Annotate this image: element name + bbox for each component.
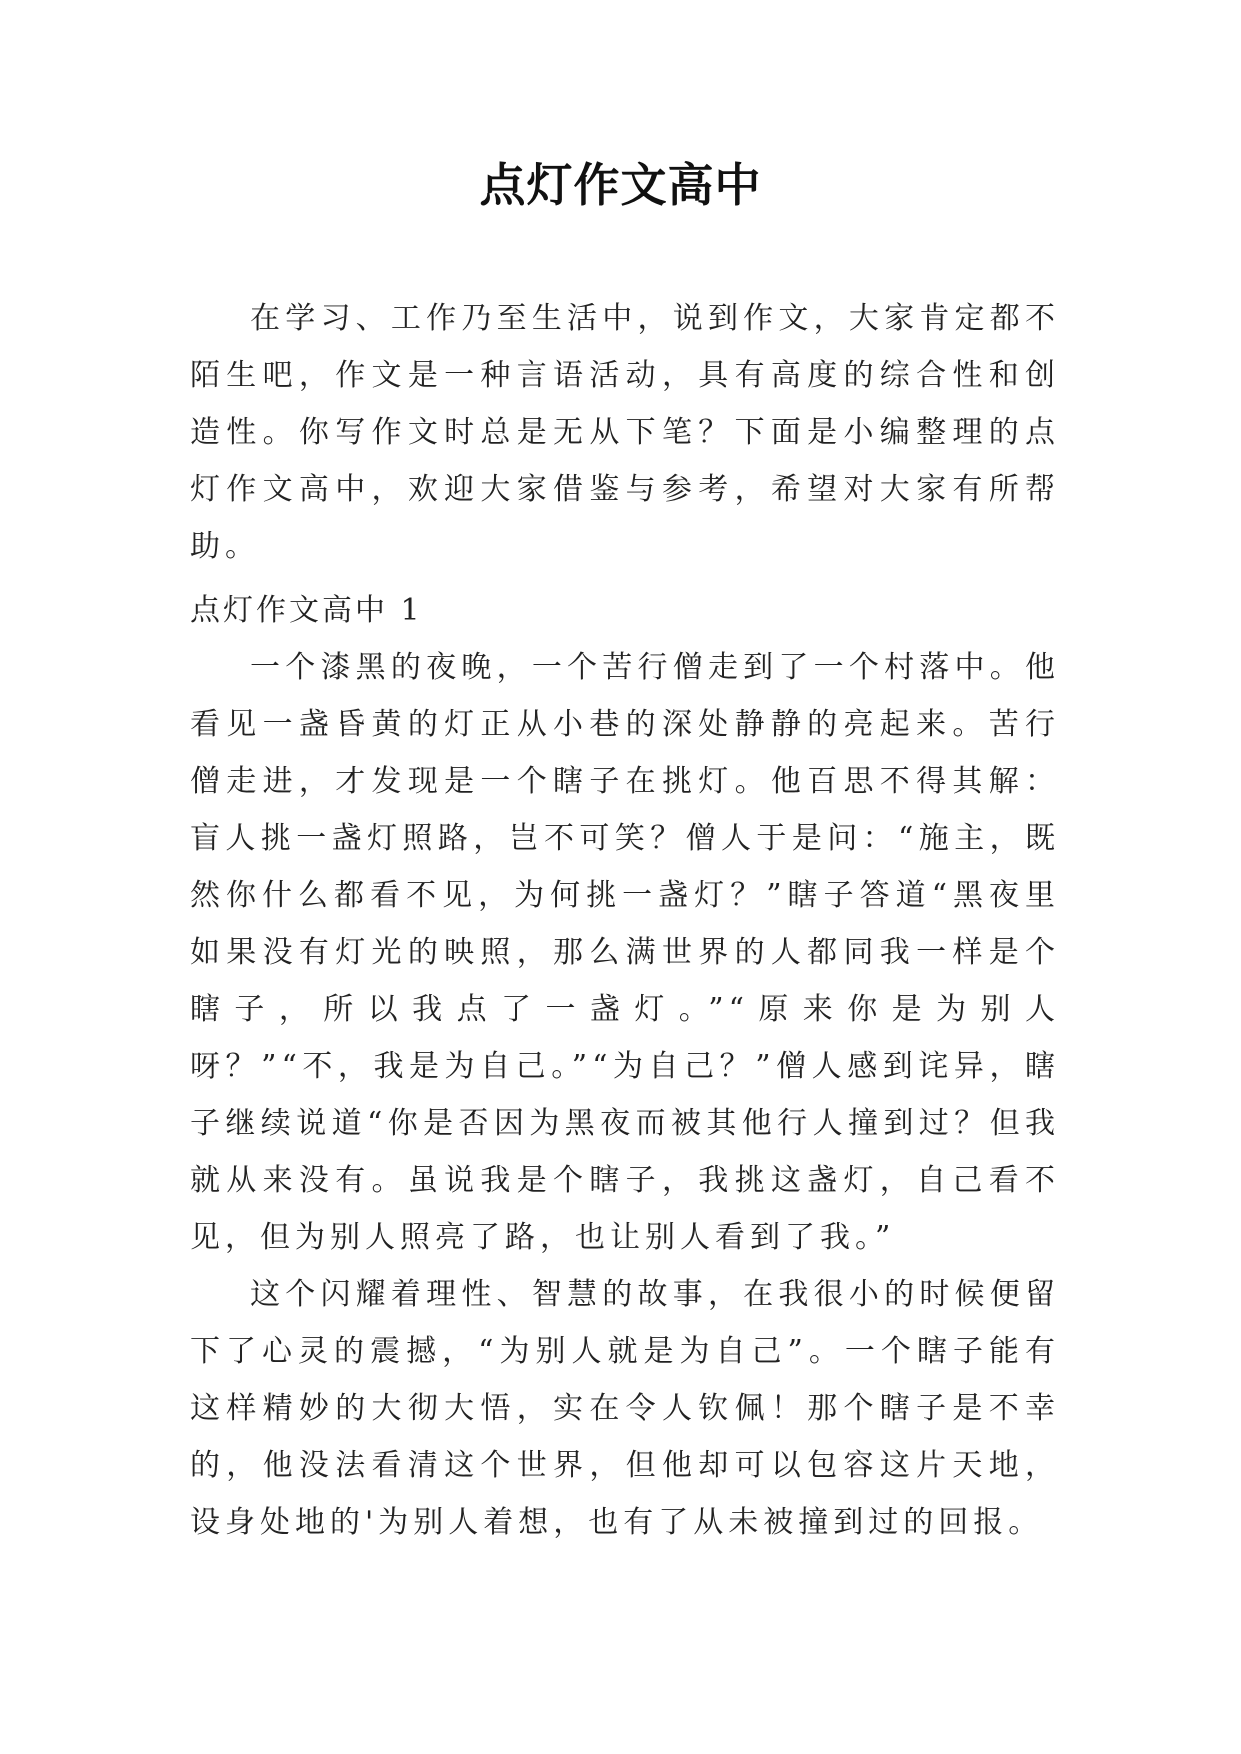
intro-paragraph: 在学习、工作乃至生活中，说到作文，大家肯定都不陌生吧，作文是一种言语活动，具有高度的综合性和创造性。你写作文时总是无从下笔？下面是小编整理的点灯作文高中，欢迎大家借鉴与参考，希望对大家有所帮助。 [190,301,1060,564]
section-1 [190,582,1060,1551]
body-paragraph: 这个闪耀着理性、智慧的故事，在我很小的时候便留下了心灵的震撼，“为别人就是为自己”。一个瞎子能有这样精妙的大彻大悟，实在令人钦佩！那个瞎子是不幸的，他没法看清这个世界，但他却可以包容这片天地，设身处地的'为别人着想，也有了从未被撞到过的回报。 [190,1277,1060,1540]
body-paragraph: 一个漆黑的夜晚，一个苦行僧走到了一个村落中。他看见一盏昏黄的灯正从小巷的深处静静的亮起来。苦行僧走进，才发现是一个瞎子在挑灯。他百思不得其解：盲人挑一盏灯照路，岂不可笑？僧人于是问：“施主，既然你什么都看不见，为何挑一盏灯？”瞎子答道“黑夜里如果没有灯光的映照，那么满世界的人都同我一样是个瞎子，所以我点了一盏灯。”“原来你是为别人呀？”“不，我是为自己。”“为自己？”僧人感到诧异，瞎子继续说道“你是否因为黑夜而被其他行人撞到过？但我就从来没有。虽说我是个瞎子，我挑这盏灯，自己看不见，但为别人照亮了路，也让别人看到了我。” [190,650,1060,1255]
section-heading: 点灯作文高中 1 [190,593,423,628]
intro-block [190,290,1060,575]
document-title: 点灯作文高中 [479,158,762,212]
